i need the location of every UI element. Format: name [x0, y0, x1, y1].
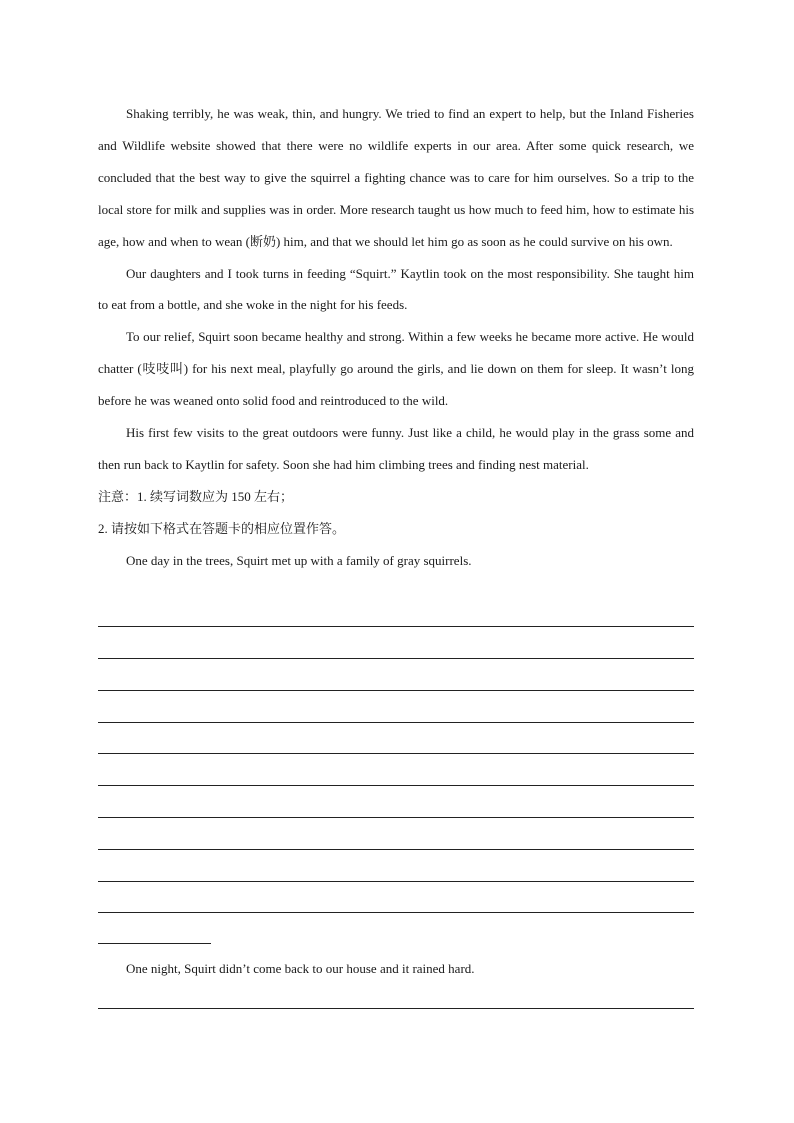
- section-divider: [98, 943, 211, 944]
- answer-line[interactable]: [98, 626, 694, 627]
- answer-line[interactable]: [98, 817, 694, 818]
- answer-line[interactable]: [98, 912, 694, 913]
- answer-line[interactable]: [98, 881, 694, 882]
- answer-line[interactable]: [98, 722, 694, 723]
- paragraph-1: Shaking terribly, he was weak, thin, and hungry. We tried to find an expert to help, but the Inland Fisheries and Wildlife website showed that there were no wildlife experts in our area. After some quick research, we concluded that the best way to give the squirrel a fighting chance was to care for him ourselves. So a trip to the local store for milk and supplies was in order. More research taught us how much to feed him, how to estimate his age, how and when to wean (断奶) him, and that we should let him go as soon as he could survive on his own.: [98, 106, 694, 249]
- paragraph-3: To our relief, Squirt soon became healthy and strong. Within a few weeks he became more active. He would chatter (吱吱叫) for his next meal, playfully go around the girls, and lie down on them for sleep. It wasn’t long before he was weaned onto solid food and reintroduced to the wild.: [98, 329, 694, 409]
- continuation-prompt-2: One night, Squirt didn’t come back to our house and it rained hard.: [126, 961, 475, 976]
- continuation-prompt-1: One day in the trees, Squirt met up with a family of gray squirrels.: [126, 552, 472, 568]
- note-word-count: 注意：1. 续写词数应为 150 左右；: [98, 488, 294, 504]
- answer-line[interactable]: [98, 753, 694, 754]
- paragraph-4: His first few visits to the great outdoors were funny. Just like a child, he would play in the grass some and then run back to Kaytlin for safety. Soon she had him climbing trees and finding nest material.: [98, 425, 694, 472]
- paragraph-2: Our daughters and I took turns in feeding “Squirt.” Kaytlin took on the most responsibility. She taught him to eat from a bottle, and she woke in the night for his feeds.: [98, 265, 694, 313]
- note-format: 2. 请按如下格式在答题卡的相应位置作答。: [98, 520, 346, 536]
- answer-line[interactable]: [98, 1008, 694, 1009]
- answer-line[interactable]: [98, 849, 694, 850]
- answer-line[interactable]: [98, 785, 694, 786]
- passage: [98, 98, 694, 577]
- answer-line[interactable]: [98, 658, 694, 659]
- answer-line[interactable]: [98, 690, 694, 691]
